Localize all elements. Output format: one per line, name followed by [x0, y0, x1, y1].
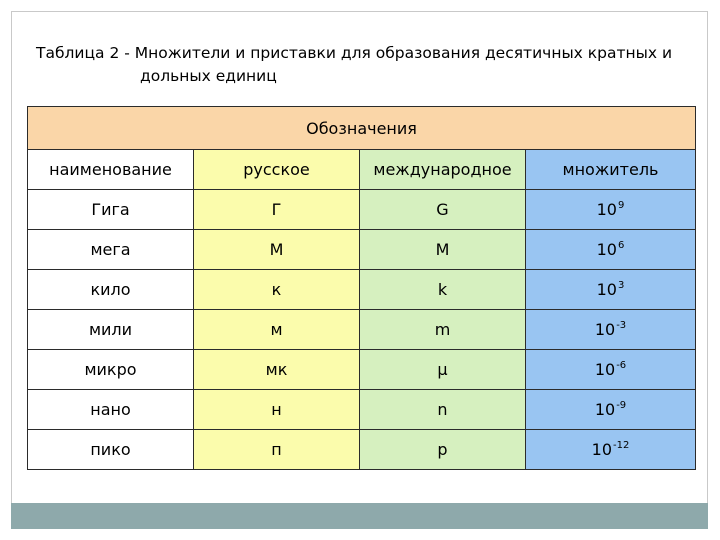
column-header-international: международное	[360, 150, 526, 190]
international-symbol-cell: G	[360, 190, 526, 230]
russian-symbol-cell: п	[194, 430, 360, 470]
russian-symbol-cell: мк	[194, 350, 360, 390]
international-symbol-cell: k	[360, 270, 526, 310]
multiplier-exponent: -9	[616, 400, 627, 411]
table-row	[28, 270, 696, 310]
prefix-name-cell: мега	[28, 230, 194, 270]
russian-symbol-cell: м	[194, 310, 360, 350]
multiplier-cell	[526, 230, 696, 270]
multiplier-cell	[526, 430, 696, 470]
table-caption	[36, 42, 696, 88]
multiplier-base: 10	[596, 280, 617, 299]
column-header-row	[28, 150, 696, 190]
multiplier-base: 10	[596, 240, 617, 259]
multiplier-cell	[526, 310, 696, 350]
multiplier-exponent: 6	[617, 240, 625, 251]
international-symbol-cell: p	[360, 430, 526, 470]
caption-line-1: Таблица 2 - Множители и приставки для образования десятичных кратных и	[36, 44, 673, 62]
international-symbol-cell: μ	[360, 350, 526, 390]
multiplier-cell	[526, 190, 696, 230]
column-header-russian: русское	[194, 150, 360, 190]
multiplier-exponent: -12	[613, 440, 630, 451]
group-header-cell: Обозначения	[28, 107, 696, 150]
prefix-name-cell: кило	[28, 270, 194, 310]
multiplier-base: 10	[594, 320, 616, 339]
prefix-name-cell: нано	[28, 390, 194, 430]
multiplier-exponent: 9	[617, 200, 625, 211]
group-header-row	[28, 107, 696, 150]
caption-line-2: дольных единиц	[140, 67, 277, 85]
multiplier-exponent: -3	[616, 320, 627, 331]
multiplier-base: 10	[594, 400, 616, 419]
multiplier-cell	[526, 390, 696, 430]
russian-symbol-cell: М	[194, 230, 360, 270]
table-row	[28, 390, 696, 430]
russian-symbol-cell: Г	[194, 190, 360, 230]
multiplier-base: 10	[594, 360, 616, 379]
multiplier-base: 10	[596, 200, 617, 219]
international-symbol-cell: m	[360, 310, 526, 350]
table-row	[28, 230, 696, 270]
multiplier-cell	[526, 270, 696, 310]
international-symbol-cell: n	[360, 390, 526, 430]
prefix-name-cell: микро	[28, 350, 194, 390]
multiplier-exponent: -6	[616, 360, 627, 371]
multiplier-exponent: 3	[617, 280, 625, 291]
multiplier-base: 10	[591, 440, 612, 459]
russian-symbol-cell: к	[194, 270, 360, 310]
prefix-name-cell: пико	[28, 430, 194, 470]
international-symbol-cell: M	[360, 230, 526, 270]
prefix-table	[27, 106, 696, 470]
table-row	[28, 350, 696, 390]
multiplier-cell	[526, 350, 696, 390]
table-row	[28, 190, 696, 230]
table-row	[28, 310, 696, 350]
column-header-multiplier: множитель	[526, 150, 696, 190]
column-header-name: наименование	[28, 150, 194, 190]
footer-bar	[11, 503, 708, 529]
prefix-name-cell: мили	[28, 310, 194, 350]
table-row	[28, 430, 696, 470]
russian-symbol-cell: н	[194, 390, 360, 430]
prefix-name-cell: Гига	[28, 190, 194, 230]
